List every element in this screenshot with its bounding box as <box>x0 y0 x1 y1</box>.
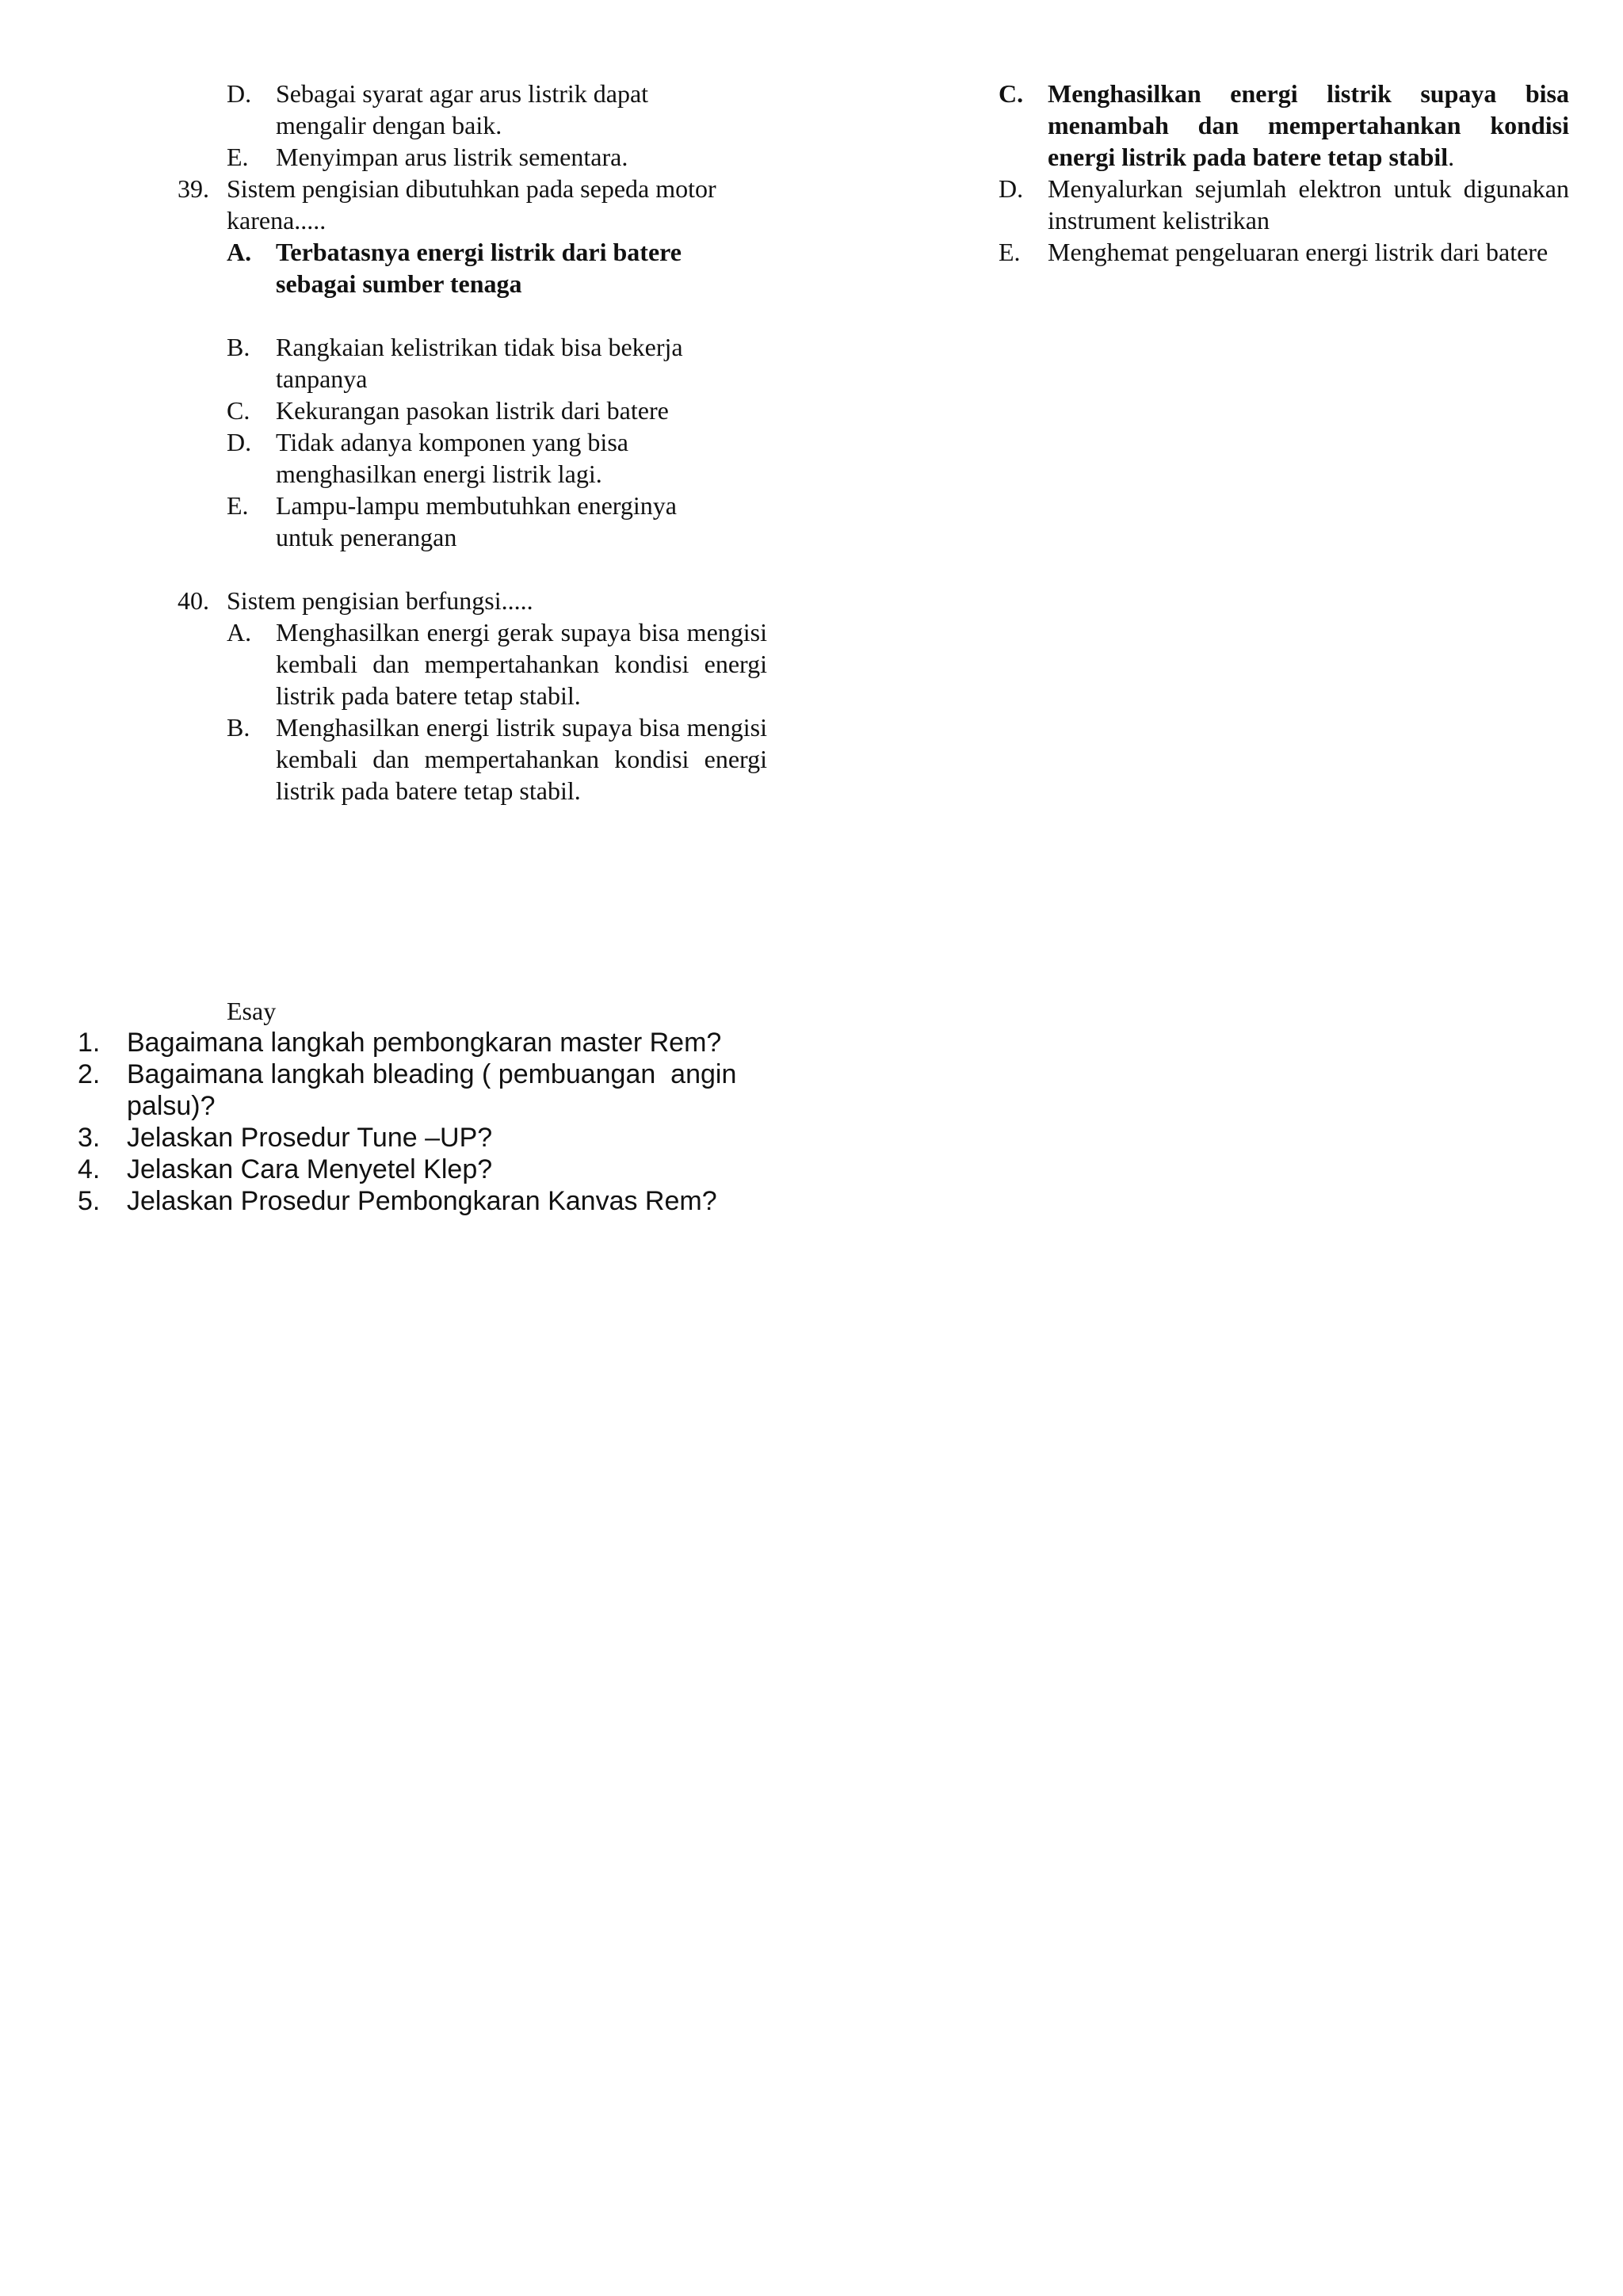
option-e[interactable] <box>227 490 767 553</box>
item-text: Jelaskan Prosedur Pembongkaran Kanvas Rem? <box>127 1186 717 1216</box>
option-c[interactable] <box>227 395 767 426</box>
option-letter: A. <box>227 238 252 266</box>
option-text: Menyimpan arus listrik sementara. <box>276 143 628 171</box>
option-d[interactable] <box>227 78 767 141</box>
option-text: Kekurangan pasokan listrik dari batere <box>276 396 669 425</box>
option-c[interactable] <box>999 78 1569 173</box>
list-item <box>0 1122 753 1154</box>
esay-list <box>0 1027 792 1217</box>
option-letter: A. <box>227 618 252 646</box>
list-item <box>0 1027 753 1058</box>
item-text: Jelaskan Cara Menyetel Klep? <box>127 1154 493 1184</box>
option-text: Menghasilkan energi listrik supaya bisa mengisi kembali dan mempertahankan kondisi energi listrik pada batere tetap stabil. <box>276 713 767 805</box>
item-number: 1. <box>78 1028 101 1058</box>
option-text: Lampu-lampu membutuhkan energinya untuk penerangan <box>276 491 677 551</box>
option-d[interactable] <box>999 173 1569 236</box>
list-item <box>0 1058 753 1122</box>
item-text: Bagaimana langkah pembongkaran master Rem? <box>127 1028 722 1058</box>
item-number: 3. <box>78 1123 101 1153</box>
option-text: Menghasilkan energi listrik supaya bisa menambah dan mempertahankan kondisi energi listrik pada batere tetap stabil <box>1048 79 1569 171</box>
option-e[interactable] <box>999 236 1569 268</box>
option-b[interactable] <box>227 331 767 395</box>
option-text: Tidak adanya komponen yang bisa menghasilkan energi listrik lagi. <box>276 428 628 488</box>
option-b[interactable] <box>227 711 767 807</box>
option-letter: E. <box>999 238 1021 266</box>
question-number: 39. <box>178 174 209 203</box>
question-text: Sistem pengisian dibutuhkan pada sepeda motor karena..... <box>227 174 716 235</box>
option-letter: E. <box>227 491 249 520</box>
option-letter: B. <box>227 333 250 361</box>
list-item <box>0 1154 753 1185</box>
option-e[interactable] <box>227 141 767 173</box>
question-40 <box>178 585 767 807</box>
option-letter: B. <box>227 713 250 742</box>
item-text: Bagaimana langkah bleading ( pembuangan angin palsu)? <box>127 1059 744 1121</box>
right-column <box>999 78 1569 268</box>
option-text: Rangkaian kelistrikan tidak bisa bekerja tanpanya <box>276 333 683 393</box>
option-a[interactable] <box>227 236 767 299</box>
item-text: Jelaskan Prosedur Tune –UP? <box>127 1123 493 1153</box>
question-39-options <box>227 236 767 553</box>
left-column <box>0 78 792 807</box>
option-letter: D. <box>227 79 252 108</box>
item-number: 5. <box>78 1186 101 1216</box>
esay-section <box>0 995 792 1217</box>
option-letter: E. <box>227 143 249 171</box>
option-d[interactable] <box>227 426 767 490</box>
question-40-options <box>227 616 767 807</box>
option-text-wrapper <box>1048 78 1569 173</box>
option-text: Sebagai syarat agar arus listrik dapat mengalir dengan baik. <box>276 79 649 139</box>
previous-question-options <box>227 78 767 173</box>
option-letter: D. <box>227 428 252 456</box>
option-text: Terbatasnya energi listrik dari batere sebagai sumber tenaga <box>276 238 682 298</box>
item-number: 2. <box>78 1059 101 1089</box>
question-text: Sistem pengisian berfungsi..... <box>227 586 533 615</box>
option-letter: C. <box>999 79 1024 108</box>
item-number: 4. <box>78 1154 101 1184</box>
spacer <box>0 553 792 585</box>
option-a[interactable] <box>227 616 767 711</box>
section-heading: Esay <box>227 997 277 1025</box>
option-letter: D. <box>999 174 1024 203</box>
question-39 <box>178 173 767 553</box>
option-text: Menghemat pengeluaran energi listrik dari batere <box>1048 238 1549 266</box>
spacer <box>227 299 767 331</box>
option-text: Menghasilkan energi gerak supaya bisa mengisi kembali dan mempertahankan kondisi energi listrik pada batere tetap stabil. <box>276 618 767 710</box>
question-number: 40. <box>178 586 209 615</box>
option-text-suffix: . <box>1448 143 1455 171</box>
list-item <box>0 1185 753 1217</box>
option-letter: C. <box>227 396 250 425</box>
option-text: Menyalurkan sejumlah elektron untuk digunakan instrument kelistrikan <box>1048 174 1569 235</box>
